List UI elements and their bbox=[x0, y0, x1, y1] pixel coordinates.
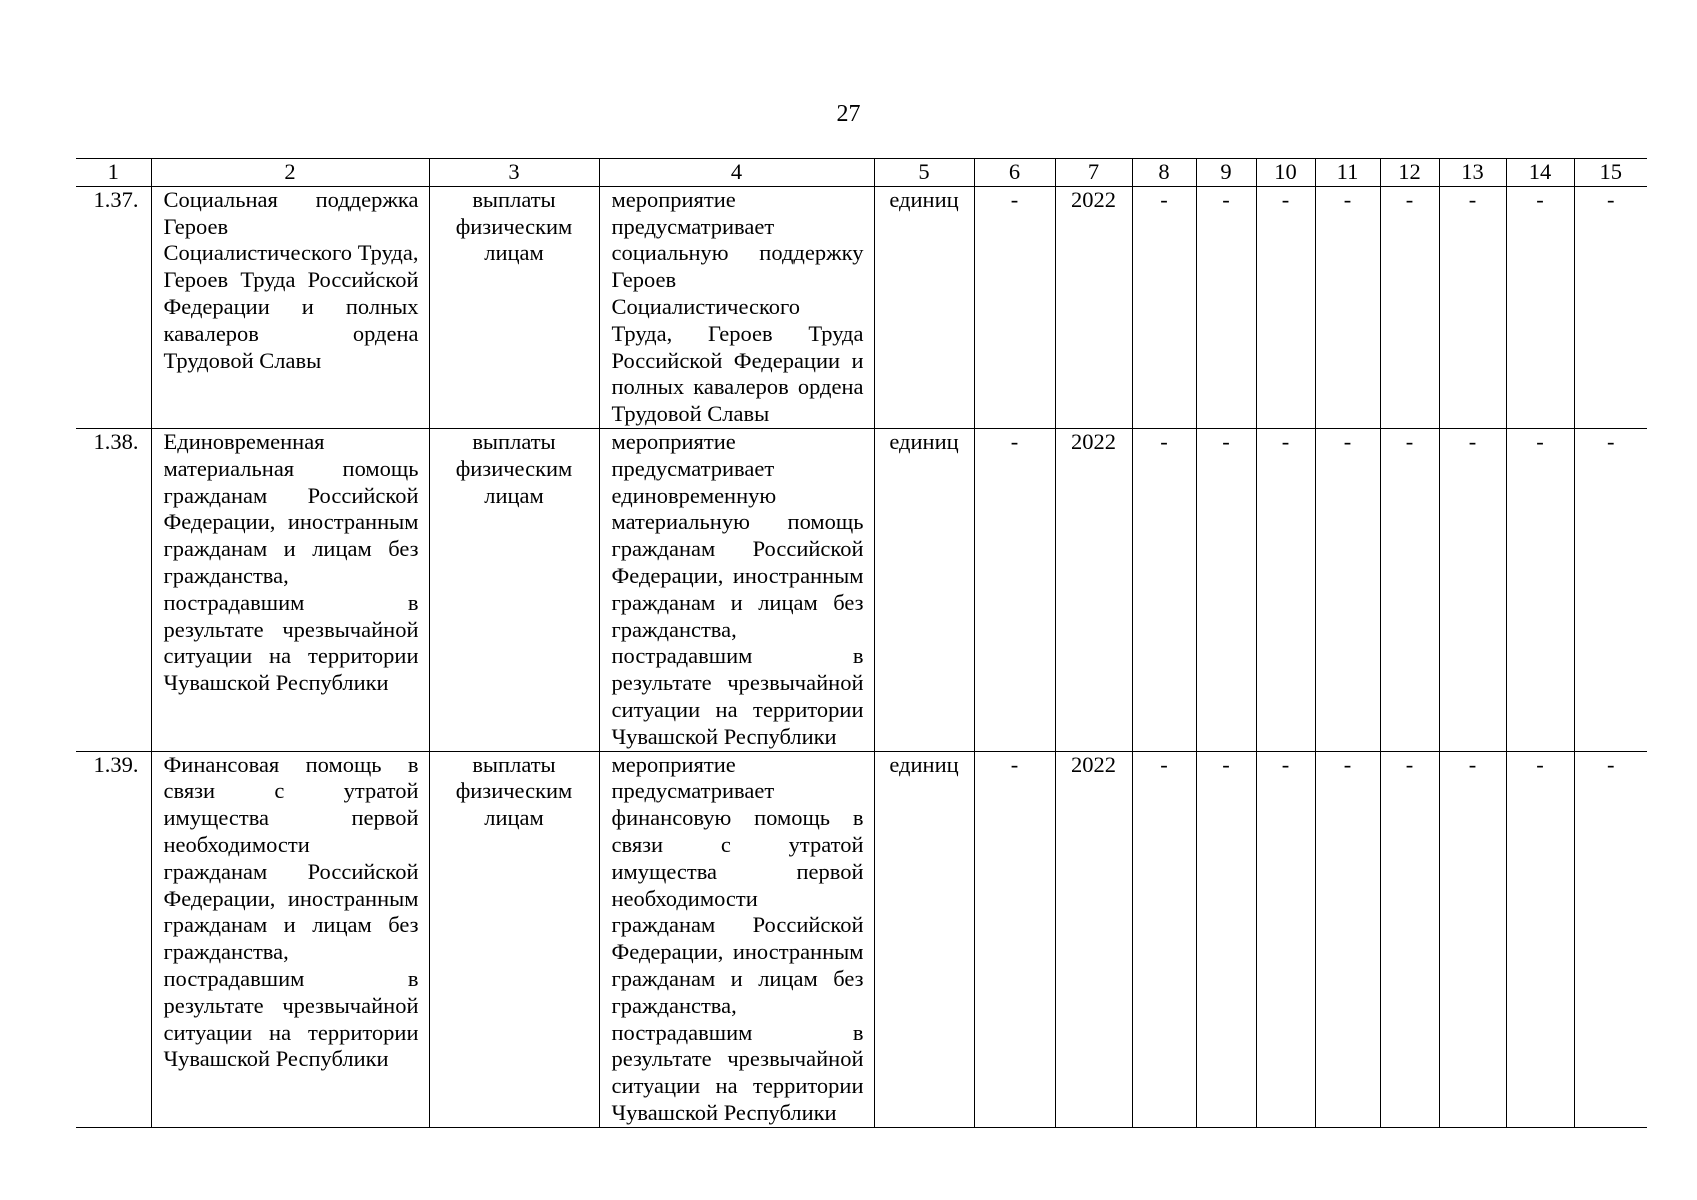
value-cell: - bbox=[1132, 428, 1196, 751]
measure-name: Единовременная материальная помощь гражданам Российской Федерации, иностранным гражданам и лицам без гражданства, пострадавшим в результате чрезвычайной ситуации на территории Чувашской Республики bbox=[151, 428, 429, 751]
value-cell: - bbox=[1439, 751, 1506, 1127]
header-cell: 10 bbox=[1256, 159, 1315, 187]
value-cell: - bbox=[1439, 428, 1506, 751]
measure-name: Социальная поддержка Героев Социалистического Труда, Героев Труда Российской Федерации и полных кавалеров ордена Трудовой Славы bbox=[151, 186, 429, 428]
header-cell: 14 bbox=[1506, 159, 1574, 187]
value-cell: - bbox=[1132, 751, 1196, 1127]
value-cell: - bbox=[1132, 186, 1196, 428]
measure-description: мероприятие предусматривает единовременную материальную помощь гражданам Российской Федерации, иностранным гражданам и лицам без гражданства, пострадавшим в результате чрезвычайной ситуации на территории Чувашской Республики bbox=[599, 428, 874, 751]
unit-cell: единиц bbox=[874, 751, 974, 1127]
header-cell: 11 bbox=[1315, 159, 1380, 187]
table-row bbox=[76, 428, 1647, 751]
measure-type: выплаты физическим лицам bbox=[429, 428, 599, 751]
measure-description: мероприятие предусматривает финансовую помощь в связи с утратой имущества первой необходимости гражданам Российской Федерации, иностранным гражданам и лицам без гражданства, пострадавшим в результате чрезвычайной ситуации на территории Чувашской Республики bbox=[599, 751, 874, 1127]
value-cell: - bbox=[974, 186, 1055, 428]
row-number: 1.38. bbox=[76, 428, 151, 751]
value-cell: - bbox=[1196, 751, 1256, 1127]
row-number: 1.39. bbox=[76, 751, 151, 1127]
measure-type: выплаты физическим лицам bbox=[429, 751, 599, 1127]
measure-name: Финансовая помощь в связи с утратой имущества первой необходимости гражданам Российской Федерации, иностранным гражданам и лицам без гражданства, пострадавшим в результате чрезвычайной ситуации на территории Чувашской Республики bbox=[151, 751, 429, 1127]
value-cell: - bbox=[1315, 428, 1380, 751]
year-cell: 2022 bbox=[1055, 428, 1132, 751]
value-cell: - bbox=[1574, 428, 1647, 751]
table-header-row bbox=[76, 159, 1647, 187]
value-cell: - bbox=[1196, 186, 1256, 428]
year-cell: 2022 bbox=[1055, 751, 1132, 1127]
value-cell: - bbox=[1256, 186, 1315, 428]
header-cell: 1 bbox=[76, 159, 151, 187]
value-cell: - bbox=[974, 428, 1055, 751]
value-cell: - bbox=[1574, 751, 1647, 1127]
value-cell: - bbox=[1256, 428, 1315, 751]
year-cell: 2022 bbox=[1055, 186, 1132, 428]
header-cell: 8 bbox=[1132, 159, 1196, 187]
unit-cell: единиц bbox=[874, 186, 974, 428]
value-cell: - bbox=[1196, 428, 1256, 751]
value-cell: - bbox=[1506, 186, 1574, 428]
header-cell: 13 bbox=[1439, 159, 1506, 187]
header-cell: 4 bbox=[599, 159, 874, 187]
table-row bbox=[76, 186, 1647, 428]
value-cell: - bbox=[1315, 186, 1380, 428]
header-cell: 12 bbox=[1380, 159, 1439, 187]
page-number: 27 bbox=[836, 101, 861, 127]
header-cell: 2 bbox=[151, 159, 429, 187]
table-row bbox=[76, 751, 1647, 1127]
header-cell: 5 bbox=[874, 159, 974, 187]
header-cell: 9 bbox=[1196, 159, 1256, 187]
value-cell: - bbox=[1380, 751, 1439, 1127]
row-number: 1.37. bbox=[76, 186, 151, 428]
measure-description: мероприятие предусматривает социальную поддержку Героев Социалистического Труда, Героев Труда Российской Федерации и полных кавалеров ордена Трудовой Славы bbox=[599, 186, 874, 428]
value-cell: - bbox=[1506, 428, 1574, 751]
value-cell: - bbox=[1256, 751, 1315, 1127]
measures-table bbox=[76, 158, 1647, 1128]
value-cell: - bbox=[974, 751, 1055, 1127]
header-cell: 6 bbox=[974, 159, 1055, 187]
value-cell: - bbox=[1315, 751, 1380, 1127]
measure-type: выплаты физическим лицам bbox=[429, 186, 599, 428]
unit-cell: единиц bbox=[874, 428, 974, 751]
value-cell: - bbox=[1506, 751, 1574, 1127]
header-cell: 3 bbox=[429, 159, 599, 187]
header-cell: 15 bbox=[1574, 159, 1647, 187]
value-cell: - bbox=[1380, 186, 1439, 428]
value-cell: - bbox=[1439, 186, 1506, 428]
value-cell: - bbox=[1574, 186, 1647, 428]
header-cell: 7 bbox=[1055, 159, 1132, 187]
value-cell: - bbox=[1380, 428, 1439, 751]
